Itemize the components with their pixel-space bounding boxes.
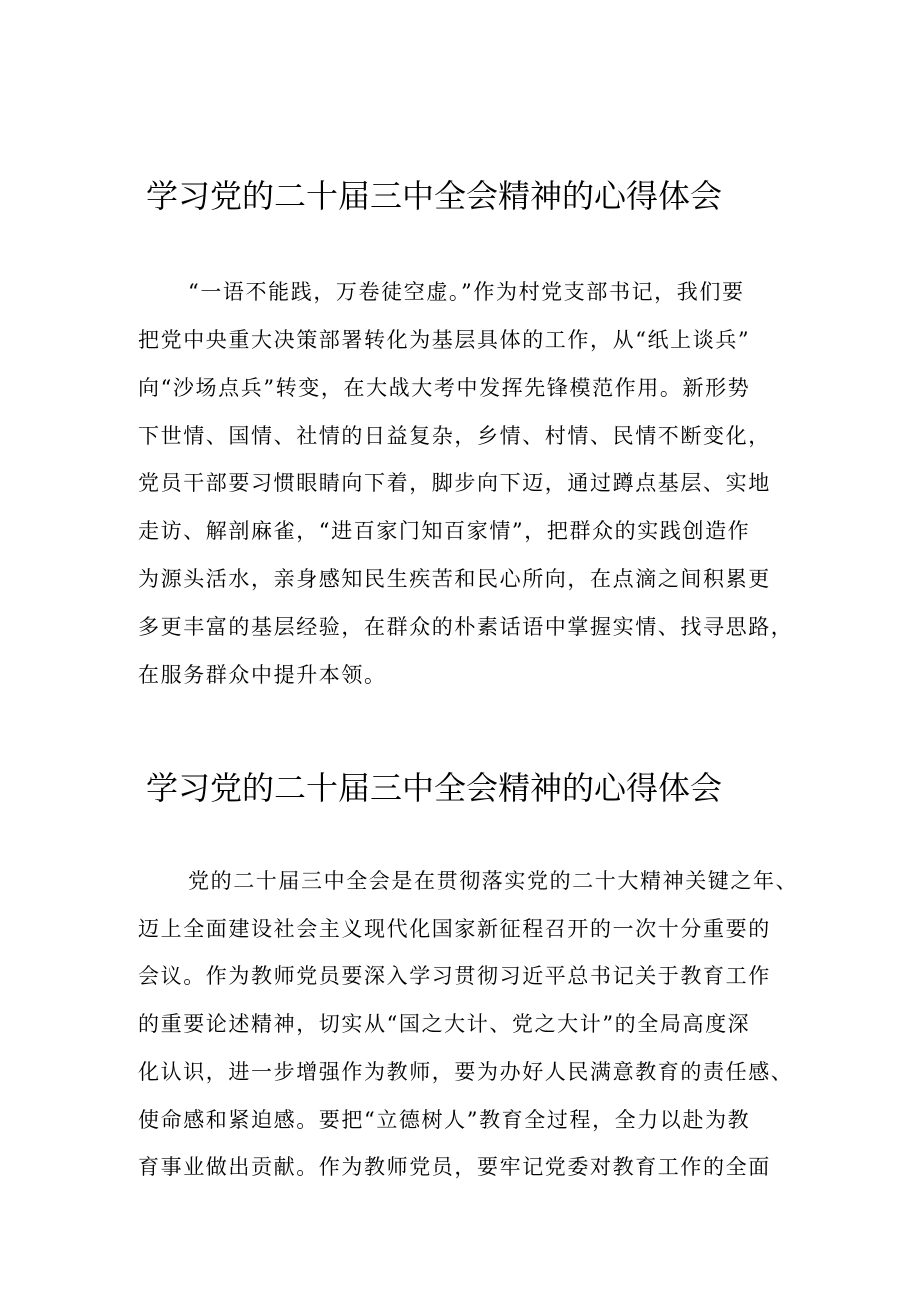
- paragraph-line: 为源头活水，亲身感知民生疾苦和民心所向，在点滴之间积累更: [138, 567, 771, 591]
- paragraph-line: 党的二十届三中全会是在贯彻落实党的二十大精神关键之年、: [188, 869, 799, 893]
- section-title: 学习党的二十届三中全会精神的心得体会: [146, 769, 723, 807]
- paragraph-line: 迈上全面建设社会主义现代化国家新征程召开的一次十分重要的: [138, 917, 771, 941]
- paragraph-line: 使命感和紧迫感。要把“立德树人”教育全过程，全力以赴为教: [138, 1108, 751, 1132]
- paragraph-line: 在服务群众中提升本领。: [138, 663, 387, 687]
- paragraph-line: 化认识，进一步增强作为教师，要为办好人民满意教育的责任感、: [138, 1060, 794, 1084]
- paragraph-line: 党员干部要习惯眼睛向下着，脚步向下迈，通过蹲点基层、实地: [138, 471, 771, 495]
- paragraph-line: 下世情、国情、社情的日益复杂，乡情、村情、民情不断变化，: [138, 424, 771, 448]
- paragraph-line: “一语不能践，万卷徒空虚。”作为村党支部书记，我们要: [188, 280, 745, 304]
- paragraph-line: 向“沙场点兵”转变，在大战大考中发挥先锋模范作用。新形势: [138, 376, 751, 400]
- paragraph-line: 走访、解剖麻雀，“进百家门知百家情”，把群众的实践创造作: [138, 519, 751, 543]
- paragraph-line: 会议。作为教师党员要深入学习贯彻习近平总书记关于教育工作: [138, 964, 771, 988]
- paragraph-line: 多更丰富的基层经验，在群众的朴素话语中掌握实情、找寻思路，: [138, 615, 794, 639]
- paragraph-line: 把党中央重大决策部署转化为基层具体的工作，从“纸上谈兵”: [138, 328, 751, 352]
- paragraph-line: 的重要论述精神，切实从“国之大计、党之大计”的全局高度深: [138, 1012, 751, 1036]
- section-title: 学习党的二十届三中全会精神的心得体会: [146, 177, 723, 215]
- paragraph-line: 育事业做出贡献。作为教师党员，要牢记党委对教育工作的全面: [138, 1155, 771, 1179]
